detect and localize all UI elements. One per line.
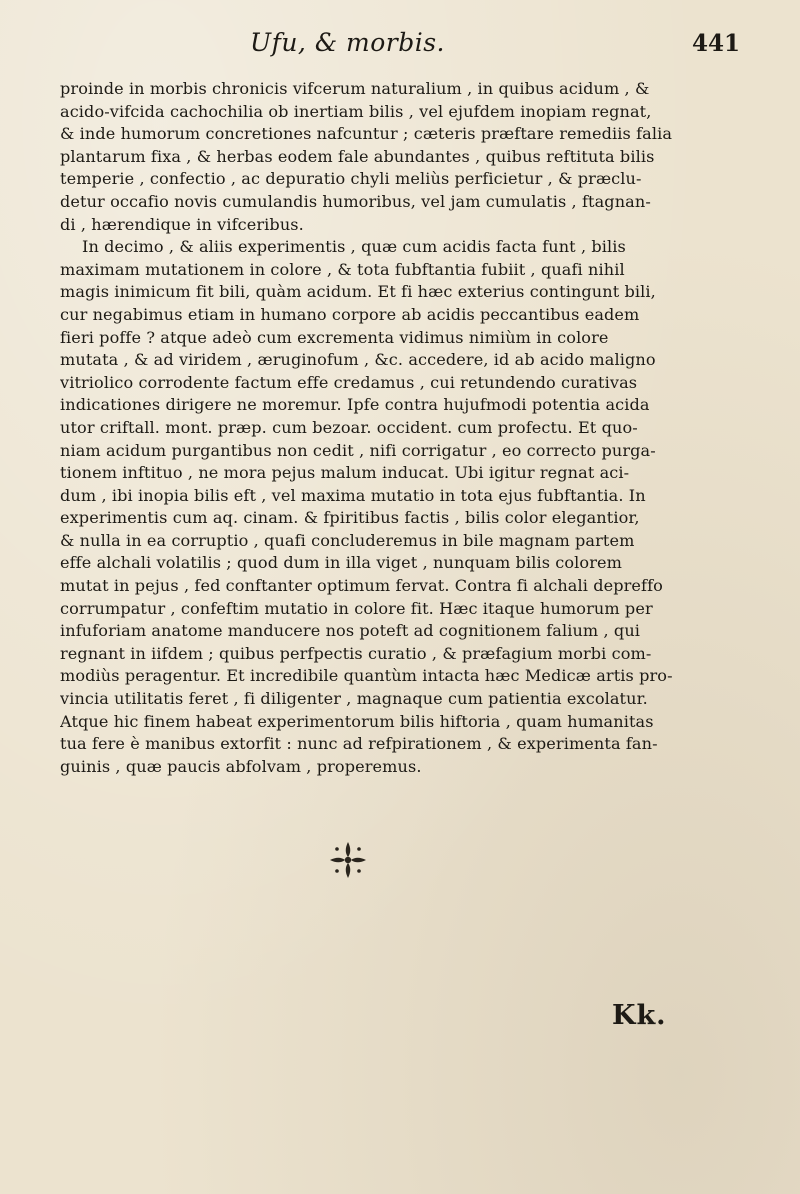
text-line: vitriolico corrodente factum effe credamus , cui retundendo curativas bbox=[60, 372, 638, 392]
page-number: 441 bbox=[691, 30, 740, 57]
text-line: & inde humorum concretiones nafcuntur ; cæteris præftare remediis falia bbox=[60, 124, 673, 144]
text-line: dum , ibi inopia bilis eft , vel maxima mutatio in tota ejus fubftantia. In bbox=[60, 485, 646, 505]
text-line: detur occafio novis cumulandis humoribus, vel jam cumulatis , ftagnan- bbox=[60, 191, 651, 211]
text-line: di , hærendique in vifceribus. bbox=[60, 214, 304, 234]
text-line: effe alchali volatilis ; quod dum in illa viget , nunquam bilis colorem bbox=[60, 553, 622, 573]
text-line: In decimo , & aliis experimentis , quæ cum acidis facta funt , bilis bbox=[82, 237, 626, 257]
text-line: niam acidum purgantibus non cedit , nifi corrigatur , eo correcto purga- bbox=[60, 440, 656, 460]
text-line: corrumpatur , confeftim mutatio in colore fit. Hæc itaque humorum per bbox=[60, 598, 653, 618]
text-line: plantarum fixa , & herbas eodem fale abundantes , quibus reftituta bilis bbox=[60, 146, 655, 166]
text-line: guinis , quæ paucis abfolvam , properemus. bbox=[60, 756, 422, 776]
running-head: Ufu, & morbis. bbox=[250, 28, 446, 57]
text-line: utor criftall. mont. præp. cum bezoar. occident. cum profectu. Et quo- bbox=[60, 417, 638, 437]
text-line: infuforiam anatome manducere nos poteft ad cognitionem falium , qui bbox=[60, 621, 641, 641]
text-line: temperie , confectio , ac depuratio chyli meliùs perficietur , & præclu- bbox=[60, 169, 642, 189]
text-line: proinde in morbis chronicis vifcerum naturalium , in quibus acidum , & bbox=[60, 79, 650, 98]
text-line: fieri poffe ? atque adeò cum excrementa vidimus nimiùm in colore bbox=[60, 327, 609, 347]
text-line: Atque hic finem habeat experimentorum bilis hiftoria , quam humanitas bbox=[60, 711, 654, 731]
text-line: & nulla in ea corruptio , quafi concluderemus in bile magnam partem bbox=[60, 530, 635, 550]
text-line: experimentis cum aq. cinam. & fpiritibus factis , bilis color elegantior, bbox=[60, 508, 640, 528]
text-line: cur negabimus etiam in humano corpore ab acidis peccantibus eadem bbox=[60, 304, 640, 324]
text-line: indicationes dirigere ne moremur. Ipfe contra hujufmodi potentia acida bbox=[60, 395, 650, 415]
body-text bbox=[60, 78, 745, 778]
text-line: magis inimicum fit bili, quàm acidum. Et fi hæc exterius contingunt bili, bbox=[60, 282, 656, 302]
text-line: vincia utilitatis feret , fi diligenter , magnaque cum patientia excolatur. bbox=[60, 689, 648, 709]
fleuron-ornament-icon bbox=[326, 838, 370, 882]
text-line: maximam mutationem in colore , & tota fubftantia fubiit , quafi nihil bbox=[60, 259, 625, 279]
text-line: tua fere è manibus extorfit : nunc ad refpirationem , & experimenta fan- bbox=[60, 734, 658, 754]
page-header bbox=[60, 28, 740, 68]
text-line: regnant in iifdem ; quibus perfpectis curatio , & præfagium morbi com- bbox=[60, 643, 652, 663]
signature-mark: Kk. bbox=[612, 1000, 667, 1031]
text-line: mutat in pejus , fed conftanter optimum fervat. Contra fi alchali depreffo bbox=[60, 576, 663, 596]
text-line: tionem inftituo , ne mora pejus malum inducat. Ubi igitur regnat aci- bbox=[60, 463, 630, 483]
text-line: acido-vifcida cachochilia ob inertiam bilis , vel ejufdem inopiam regnat, bbox=[60, 101, 652, 121]
text-line: mutata , & ad viridem , æruginofum , &c. accedere, id ab acido maligno bbox=[60, 350, 656, 370]
text-line: modiùs peragentur. Et incredibile quantùm intacta hæc Medicæ artis pro- bbox=[60, 666, 673, 686]
